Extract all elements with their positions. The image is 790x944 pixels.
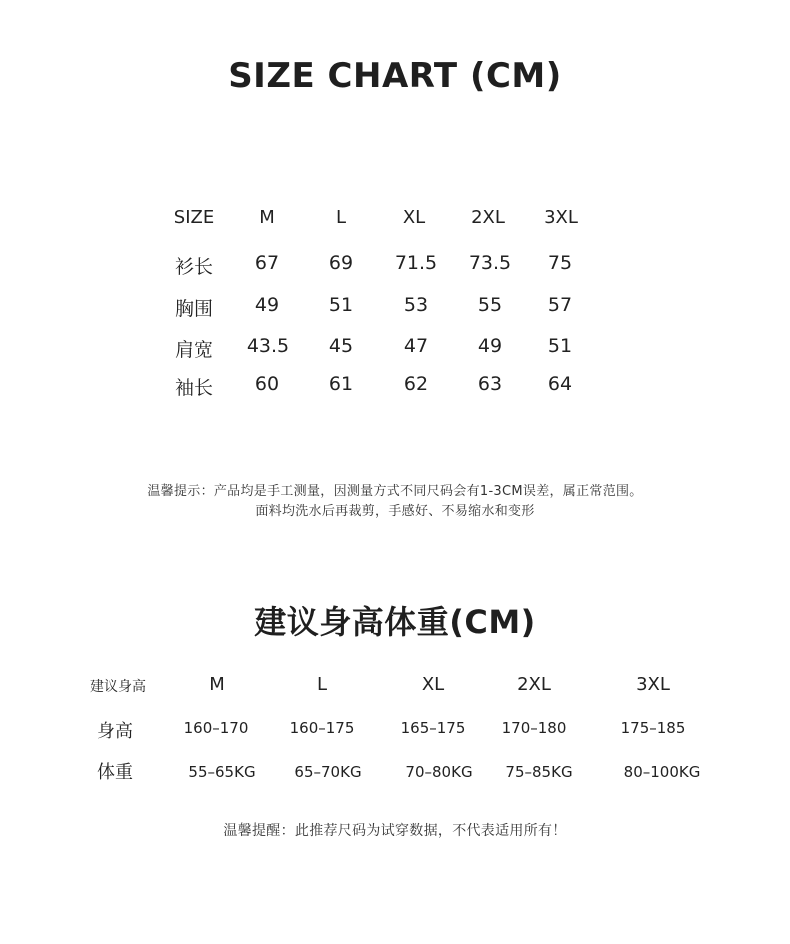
table-cell: 63 bbox=[477, 373, 503, 395]
table-cell: 47 bbox=[403, 335, 429, 357]
row-label-length: 衫长 bbox=[174, 256, 214, 278]
recommend-header-m: M bbox=[209, 674, 225, 695]
size-header-2xl: 2XL bbox=[471, 207, 505, 228]
recommend-header-3xl: 3XL bbox=[636, 674, 670, 695]
table-cell: 49 bbox=[254, 294, 280, 316]
row-label-shoulder: 肩宽 bbox=[174, 339, 214, 361]
table-cell: 70–80KG bbox=[405, 763, 473, 781]
table-cell: 160–170 bbox=[183, 719, 249, 737]
size-header-m: M bbox=[259, 207, 275, 228]
recommend-header-xl: XL bbox=[421, 674, 445, 695]
table-cell: 65–70KG bbox=[294, 763, 362, 781]
table-cell: 62 bbox=[403, 373, 429, 395]
row-label-sleeve: 袖长 bbox=[174, 377, 214, 399]
table-cell: 60 bbox=[254, 373, 280, 395]
table-cell: 71.5 bbox=[394, 252, 438, 274]
size-header-label: SIZE bbox=[173, 207, 215, 228]
row-label-weight: 体重 bbox=[97, 762, 133, 783]
size-header-l: L bbox=[335, 207, 347, 228]
table-cell: 170–180 bbox=[501, 719, 567, 737]
table-cell: 67 bbox=[254, 252, 280, 274]
table-cell: 73.5 bbox=[468, 252, 512, 274]
table-cell: 160–175 bbox=[289, 719, 355, 737]
table-cell: 57 bbox=[547, 294, 573, 316]
table-cell: 61 bbox=[328, 373, 354, 395]
recommend-header-label: 建议身高 bbox=[90, 679, 146, 695]
table-cell: 49 bbox=[477, 335, 503, 357]
fabric-note: 面料均洗水后再裁剪，手感好、不易缩水和变形 bbox=[255, 504, 535, 519]
table-cell: 55–65KG bbox=[188, 763, 256, 781]
table-cell: 51 bbox=[547, 335, 573, 357]
row-label-height: 身高 bbox=[97, 721, 133, 742]
table-cell: 69 bbox=[328, 252, 354, 274]
size-header-3xl: 3XL bbox=[544, 207, 578, 228]
table-cell: 64 bbox=[547, 373, 573, 395]
table-cell: 43.5 bbox=[246, 335, 290, 357]
table-cell: 55 bbox=[477, 294, 503, 316]
table-cell: 53 bbox=[403, 294, 429, 316]
table-cell: 51 bbox=[328, 294, 354, 316]
recommend-chart-title: 建议身高体重(CM) bbox=[254, 603, 536, 641]
recommend-note: 温馨提醒：此推荐尺码为试穿数据，不代表适用所有！ bbox=[223, 823, 567, 839]
table-cell: 75–85KG bbox=[505, 763, 573, 781]
table-cell: 80–100KG bbox=[623, 763, 701, 781]
measurement-note: 温馨提示：产品均是手工测量，因测量方式不同尺码会有1-3CM误差，属正常范围。 bbox=[147, 484, 643, 499]
table-cell: 75 bbox=[547, 252, 573, 274]
table-cell: 165–175 bbox=[400, 719, 466, 737]
table-cell: 175–185 bbox=[620, 719, 686, 737]
recommend-header-2xl: 2XL bbox=[517, 674, 551, 695]
row-label-chest: 胸围 bbox=[174, 298, 214, 320]
table-cell: 45 bbox=[328, 335, 354, 357]
recommend-header-l: L bbox=[316, 674, 328, 695]
size-header-xl: XL bbox=[402, 207, 426, 228]
size-chart-title: SIZE CHART (CM) bbox=[228, 56, 562, 96]
